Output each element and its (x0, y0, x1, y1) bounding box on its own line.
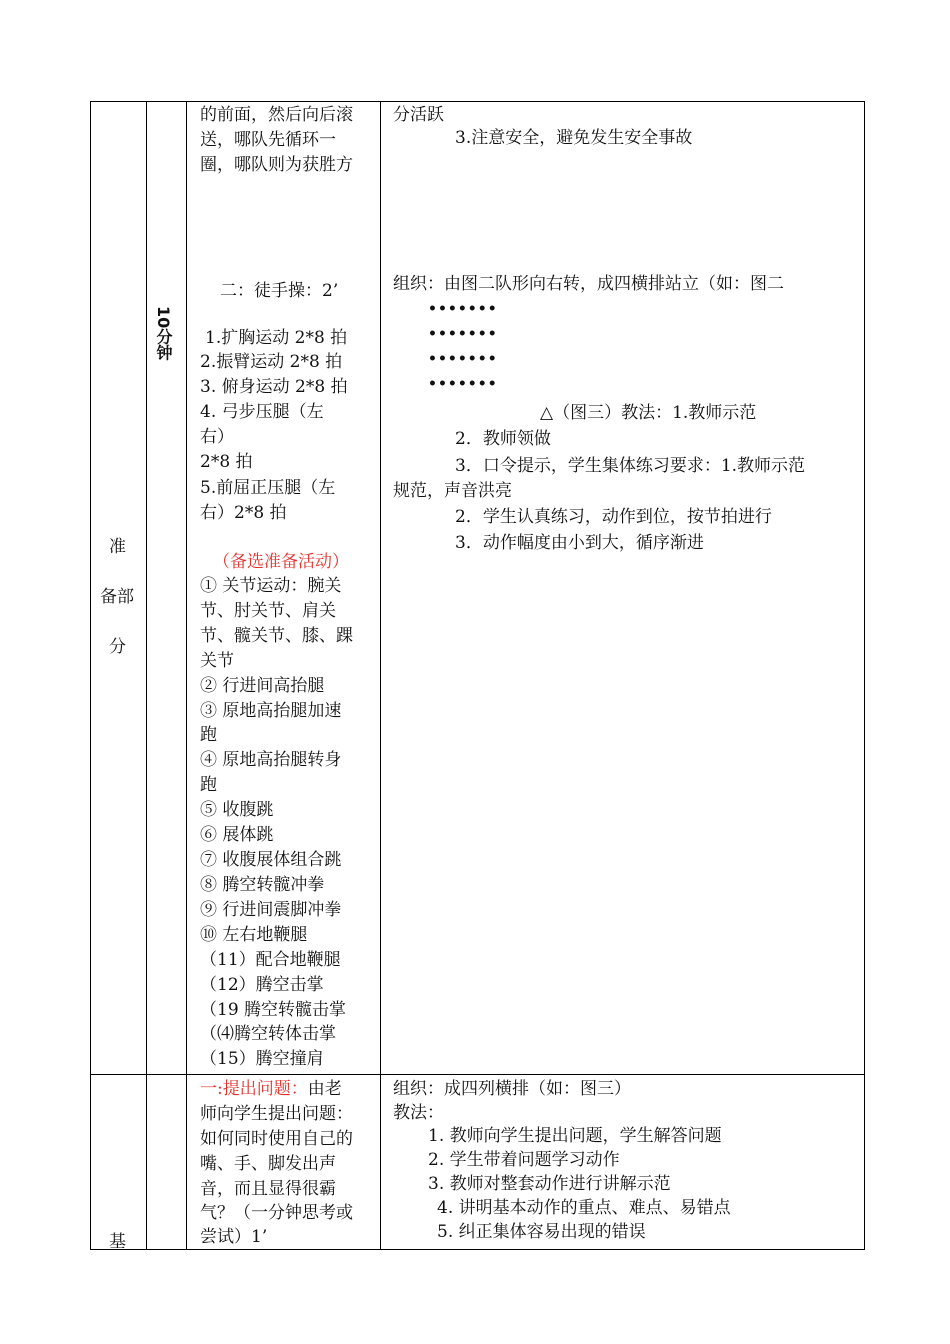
section-label-next: 基 (109, 1232, 126, 1252)
method-item: 2．学生认真练习，动作到位，按节拍进行 (455, 507, 772, 527)
exercise-item: 右）2*8 拍 (200, 503, 287, 523)
alt-item: 节、髋关节、膝、踝 (200, 626, 353, 646)
section-label-2: 备部 (100, 587, 134, 607)
alt-item: （12）腾空击掌 (200, 975, 324, 995)
method-step: 1. 教师向学生提出问题，学生解答问题 (428, 1126, 722, 1146)
method-label-bottom: 教法： (393, 1103, 444, 1123)
exercise-item: 5.前屈正压腿（左 (200, 478, 336, 498)
alt-item: （15）腾空撞肩 (200, 1049, 324, 1069)
organization-text: 组织：由图二队形向右转，成四横排站立（如：图二 (393, 274, 784, 294)
safety-note: 3.注意安全，避免发生安全事故 (455, 128, 693, 148)
method-step: 2. 学生带着问题学习动作 (428, 1150, 620, 1170)
exercise-item: 2.振臂运动 2*8 拍 (200, 352, 343, 372)
question-line: 师向学生提出问题： (200, 1104, 353, 1124)
method-item: 2．教师领做 (455, 429, 551, 449)
method-step: 3. 教师对整套动作进行讲解示范 (428, 1174, 671, 1194)
method-item: 3．动作幅度由小到大，循序渐进 (455, 533, 704, 553)
section-label-3: 分 (109, 637, 126, 657)
method-item: 3．口令提示，学生集体练习要求：1.教师示范 (455, 456, 806, 476)
row-divider (90, 1074, 865, 1075)
method-line: △（图三）教法：1.教师示范 (540, 403, 757, 423)
alt-item: ① 关节运动：腕关 (200, 576, 342, 596)
method-step: 4. 讲明基本动作的重点、难点、易错点 (437, 1198, 731, 1218)
col-border-1 (146, 101, 147, 1250)
question-label: 一:提出问题： (200, 1079, 308, 1099)
exercise-item: 3. 俯身运动 2*8 拍 (200, 377, 348, 397)
formation-row: ••••••• (428, 326, 498, 342)
exercise-item: 右） (200, 427, 234, 447)
warmup-heading: 二：徒手操：2’ (220, 281, 339, 301)
text-line: 圈，哪队则为获胜方 (200, 155, 353, 175)
question-line: 如何同时使用自己的 (200, 1129, 353, 1149)
alternative-heading: （备选准备活动） (213, 552, 349, 572)
text-line: 送，哪队先循环一 (200, 130, 336, 150)
table-top-border (90, 101, 865, 102)
alt-item: ⑦ 收腹展体组合跳 (200, 850, 342, 870)
col-border-3 (380, 101, 381, 1250)
alt-item: （11）配合地鞭腿 (200, 950, 341, 970)
alt-item: ⑥ 展体跳 (200, 825, 274, 845)
question-line: 音，而且显得很霸 (200, 1179, 336, 1199)
alt-item: 跑 (200, 725, 217, 745)
question-text: 由老 (307, 1079, 342, 1099)
alt-item: ⑧ 腾空转髋冲拳 (200, 875, 325, 895)
formation-row: ••••••• (428, 301, 498, 317)
question-line: 尝试）1’ (200, 1227, 268, 1247)
section-label-1: 准 (109, 537, 126, 557)
text-line: 的前面，然后向后滚 (200, 105, 353, 125)
alt-item: ④ 原地高抬腿转身 (200, 750, 342, 770)
alt-item: ⑩ 左右地鞭腿 (200, 925, 308, 945)
alt-item: （19 腾空转髋击掌 (200, 1000, 347, 1020)
exercise-item: 1.扩胸运动 2*8 拍 (205, 328, 348, 348)
alt-item: 跑 (200, 775, 217, 795)
col-border-2 (186, 101, 187, 1250)
organization-bottom: 组织：成四列横排（如：图三） (393, 1079, 631, 1099)
alt-item: ⑤ 收腹跳 (200, 800, 274, 820)
alt-item: ⑨ 行进间震脚冲拳 (200, 900, 342, 920)
org-line-1: 分活跃 (393, 105, 444, 125)
method-step: 5. 纠正集体容易出现的错误 (437, 1222, 646, 1242)
question-line: 嘴、手、脚发出声 (200, 1154, 336, 1174)
question-line: 气？（一分钟思考或 (200, 1203, 353, 1223)
exercise-item: 2*8 拍 (200, 452, 253, 472)
exercise-item: 4. 弓步压腿（左 (200, 402, 324, 422)
formation-row: ••••••• (428, 351, 498, 367)
alt-item: ③ 原地高抬腿加速 (200, 701, 342, 721)
method-item: 规范，声音洪亮 (393, 481, 512, 501)
duration-label: 10分钟 (154, 306, 173, 361)
col-border-right (864, 101, 865, 1250)
alt-item: 节、肘关节、肩关 (200, 601, 336, 621)
alt-item: 关节 (200, 651, 234, 671)
alt-item: ② 行进间高抬腿 (200, 676, 325, 696)
question-first-line (200, 1077, 342, 1102)
formation-row: ••••••• (428, 376, 498, 392)
col-border-left (90, 101, 91, 1250)
alt-item: （⑷腾空转体击掌 (200, 1024, 336, 1044)
